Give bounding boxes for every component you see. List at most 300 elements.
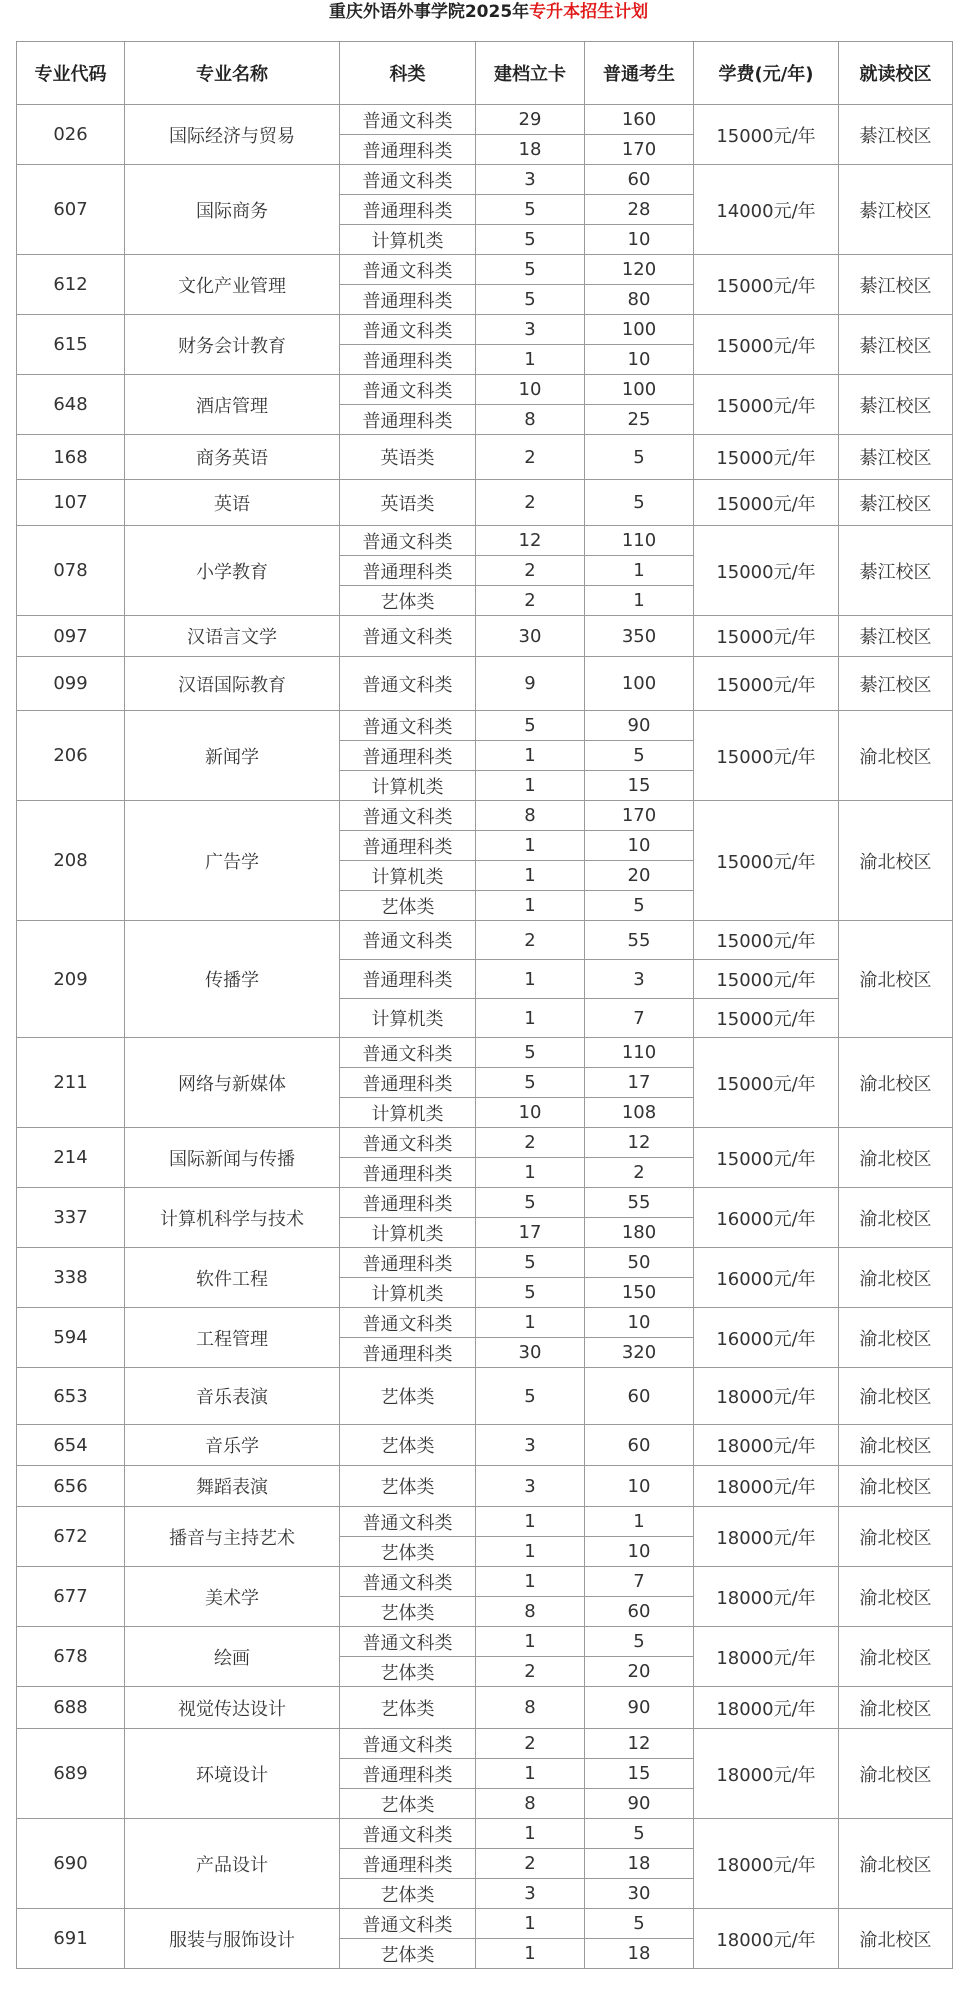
major-code: 678 [17,1627,125,1687]
major-name: 酒店管理 [125,375,340,435]
category-cell: 普通文科类 [340,375,476,405]
regular-count: 170 [585,801,694,831]
poverty-file-count: 5 [476,195,585,225]
regular-count: 350 [585,616,694,657]
category-cell: 普通理科类 [340,1158,476,1188]
category-cell: 普通文科类 [340,1567,476,1597]
regular-count: 10 [585,1537,694,1567]
major-name: 音乐学 [125,1425,340,1466]
regular-count: 30 [585,1879,694,1909]
table-row [17,1627,953,1657]
category-cell: 普通理科类 [340,1759,476,1789]
tuition-fee: 18000元/年 [694,1507,839,1567]
campus-cell: 渝北校区 [839,1308,953,1368]
campus-cell: 渝北校区 [839,1425,953,1466]
poverty-file-count: 5 [476,1248,585,1278]
campus-cell: 渝北校区 [839,1368,953,1425]
table-row [17,435,953,480]
major-code: 206 [17,711,125,801]
tuition-fee: 15000元/年 [694,801,839,921]
regular-count: 120 [585,255,694,285]
poverty-file-count: 8 [476,405,585,435]
regular-count: 1 [585,1507,694,1537]
major-name: 商务英语 [125,435,340,480]
category-cell: 计算机类 [340,1278,476,1308]
poverty-file-count: 3 [476,1425,585,1466]
table-row [17,1128,953,1158]
regular-count: 18 [585,1849,694,1879]
major-name: 绘画 [125,1627,340,1687]
table-row [17,1819,953,1849]
category-cell: 英语类 [340,480,476,526]
poverty-file-count: 1 [476,1308,585,1338]
tuition-fee: 15000元/年 [694,255,839,315]
category-cell: 艺体类 [340,1879,476,1909]
regular-count: 108 [585,1098,694,1128]
regular-count: 2 [585,1158,694,1188]
poverty-file-count: 5 [476,225,585,255]
regular-count: 20 [585,861,694,891]
tuition-fee: 15000元/年 [694,315,839,375]
regular-count: 1 [585,556,694,586]
poverty-file-count: 5 [476,711,585,741]
category-cell: 艺体类 [340,1687,476,1729]
regular-count: 20 [585,1657,694,1687]
category-cell: 普通文科类 [340,1308,476,1338]
poverty-file-count: 1 [476,1759,585,1789]
category-cell: 普通文科类 [340,165,476,195]
regular-count: 10 [585,1466,694,1507]
table-row [17,921,953,960]
header-campus: 就读校区 [839,42,953,105]
regular-count: 90 [585,1687,694,1729]
regular-count: 5 [585,1819,694,1849]
poverty-file-count: 2 [476,1729,585,1759]
category-cell: 普通文科类 [340,801,476,831]
category-cell: 普通理科类 [340,1849,476,1879]
poverty-file-count: 8 [476,1789,585,1819]
category-cell: 艺体类 [340,1939,476,1969]
major-code: 691 [17,1909,125,1969]
campus-cell: 綦江校区 [839,616,953,657]
regular-count: 7 [585,999,694,1038]
category-cell: 艺体类 [340,1425,476,1466]
poverty-file-count: 8 [476,1687,585,1729]
regular-count: 60 [585,1425,694,1466]
poverty-file-count: 2 [476,1657,585,1687]
poverty-file-count: 17 [476,1218,585,1248]
poverty-file-count: 5 [476,1068,585,1098]
table-row [17,255,953,285]
tuition-fee: 18000元/年 [694,1909,839,1969]
title-prefix: 重庆外语外事学院2025年 [328,2,530,22]
regular-count: 160 [585,105,694,135]
poverty-file-count: 1 [476,1567,585,1597]
major-code: 209 [17,921,125,1038]
campus-cell: 渝北校区 [839,1248,953,1308]
category-cell: 普通文科类 [340,711,476,741]
category-cell: 普通理科类 [340,135,476,165]
poverty-file-count: 1 [476,999,585,1038]
tuition-fee: 15000元/年 [694,960,839,999]
tuition-fee: 18000元/年 [694,1567,839,1627]
category-cell: 普通文科类 [340,1729,476,1759]
poverty-file-count: 2 [476,556,585,586]
major-code: 654 [17,1425,125,1466]
tuition-fee: 15000元/年 [694,616,839,657]
tuition-fee: 18000元/年 [694,1368,839,1425]
category-cell: 普通文科类 [340,1627,476,1657]
regular-count: 60 [585,165,694,195]
tuition-fee: 15000元/年 [694,480,839,526]
poverty-file-count: 1 [476,891,585,921]
poverty-file-count: 29 [476,105,585,135]
major-name: 文化产业管理 [125,255,340,315]
campus-cell: 渝北校区 [839,1567,953,1627]
regular-count: 60 [585,1597,694,1627]
major-name: 国际新闻与传播 [125,1128,340,1188]
major-name: 视觉传达设计 [125,1687,340,1729]
poverty-file-count: 3 [476,1466,585,1507]
tuition-fee: 18000元/年 [694,1729,839,1819]
category-cell: 普通文科类 [340,255,476,285]
poverty-file-count: 2 [476,435,585,480]
table-row [17,1567,953,1597]
table-row [17,1188,953,1218]
regular-count: 5 [585,741,694,771]
major-name: 环境设计 [125,1729,340,1819]
poverty-file-count: 2 [476,1128,585,1158]
poverty-file-count: 5 [476,1038,585,1068]
tuition-fee: 14000元/年 [694,165,839,255]
poverty-file-count: 1 [476,1909,585,1939]
regular-count: 100 [585,657,694,711]
tuition-fee: 18000元/年 [694,1687,839,1729]
major-name: 播音与主持艺术 [125,1507,340,1567]
poverty-file-count: 1 [476,771,585,801]
major-name: 产品设计 [125,1819,340,1909]
regular-count: 110 [585,526,694,556]
regular-count: 12 [585,1128,694,1158]
regular-count: 10 [585,831,694,861]
major-name: 音乐表演 [125,1368,340,1425]
major-code: 677 [17,1567,125,1627]
campus-cell: 渝北校区 [839,1466,953,1507]
poverty-file-count: 10 [476,1098,585,1128]
regular-count: 10 [585,345,694,375]
major-code: 026 [17,105,125,165]
category-cell: 计算机类 [340,999,476,1038]
header-poverty-file: 建档立卡 [476,42,585,105]
campus-cell: 渝北校区 [839,1819,953,1909]
tuition-fee: 15000元/年 [694,105,839,165]
category-cell: 普通理科类 [340,831,476,861]
regular-count: 5 [585,435,694,480]
major-code: 338 [17,1248,125,1308]
category-cell: 艺体类 [340,891,476,921]
regular-count: 150 [585,1278,694,1308]
regular-count: 3 [585,960,694,999]
table-row [17,1729,953,1759]
poverty-file-count: 3 [476,1879,585,1909]
regular-count: 18 [585,1939,694,1969]
regular-count: 100 [585,315,694,345]
campus-cell: 渝北校区 [839,1188,953,1248]
campus-cell: 綦江校区 [839,105,953,165]
major-code: 653 [17,1368,125,1425]
major-name: 新闻学 [125,711,340,801]
major-name: 美术学 [125,1567,340,1627]
table-row [17,1308,953,1338]
major-code: 690 [17,1819,125,1909]
poverty-file-count: 2 [476,586,585,616]
regular-count: 12 [585,1729,694,1759]
table-row [17,801,953,831]
major-name: 英语 [125,480,340,526]
enrollment-plan-table [16,41,953,1969]
campus-cell: 綦江校区 [839,657,953,711]
poverty-file-count: 5 [476,1368,585,1425]
major-code: 107 [17,480,125,526]
campus-cell: 綦江校区 [839,165,953,255]
major-name: 汉语国际教育 [125,657,340,711]
tuition-fee: 18000元/年 [694,1819,839,1909]
regular-count: 28 [585,195,694,225]
table-row [17,526,953,556]
major-code: 099 [17,657,125,711]
table-row [17,711,953,741]
major-code: 078 [17,526,125,616]
category-cell: 普通理科类 [340,741,476,771]
regular-count: 10 [585,225,694,255]
header-fee: 学费(元/年) [694,42,839,105]
table-row [17,165,953,195]
campus-cell: 渝北校区 [839,1687,953,1729]
poverty-file-count: 30 [476,1338,585,1368]
category-cell: 计算机类 [340,1098,476,1128]
page-title [0,0,977,26]
poverty-file-count: 18 [476,135,585,165]
regular-count: 5 [585,1909,694,1939]
major-name: 计算机科学与技术 [125,1188,340,1248]
campus-cell: 綦江校区 [839,435,953,480]
poverty-file-count: 8 [476,1597,585,1627]
poverty-file-count: 1 [476,1819,585,1849]
category-cell: 计算机类 [340,861,476,891]
category-cell: 普通文科类 [340,921,476,960]
poverty-file-count: 5 [476,1188,585,1218]
regular-count: 180 [585,1218,694,1248]
campus-cell: 綦江校区 [839,375,953,435]
tuition-fee: 18000元/年 [694,1425,839,1466]
header-regular: 普通考生 [585,42,694,105]
poverty-file-count: 3 [476,315,585,345]
regular-count: 60 [585,1368,694,1425]
poverty-file-count: 1 [476,1158,585,1188]
major-code: 607 [17,165,125,255]
regular-count: 55 [585,1188,694,1218]
tuition-fee: 15000元/年 [694,526,839,616]
regular-count: 5 [585,1627,694,1657]
major-name: 软件工程 [125,1248,340,1308]
campus-cell: 渝北校区 [839,801,953,921]
regular-count: 25 [585,405,694,435]
campus-cell: 綦江校区 [839,480,953,526]
category-cell: 艺体类 [340,1657,476,1687]
major-code: 612 [17,255,125,315]
major-code: 337 [17,1188,125,1248]
regular-count: 320 [585,1338,694,1368]
poverty-file-count: 5 [476,1278,585,1308]
header-code: 专业代码 [17,42,125,105]
category-cell: 普通理科类 [340,285,476,315]
poverty-file-count: 5 [476,285,585,315]
major-code: 648 [17,375,125,435]
campus-cell: 渝北校区 [839,1128,953,1188]
title-highlight: 专升本招生计划 [529,2,649,22]
category-cell: 普通理科类 [340,195,476,225]
category-cell: 计算机类 [340,771,476,801]
category-cell: 普通理科类 [340,345,476,375]
poverty-file-count: 1 [476,960,585,999]
poverty-file-count: 12 [476,526,585,556]
category-cell: 艺体类 [340,1466,476,1507]
header-name: 专业名称 [125,42,340,105]
table-row [17,1507,953,1537]
table-row [17,1248,953,1278]
header-category: 科类 [340,42,476,105]
category-cell: 普通文科类 [340,657,476,711]
tuition-fee: 18000元/年 [694,1466,839,1507]
tuition-fee: 15000元/年 [694,711,839,801]
major-code: 615 [17,315,125,375]
category-cell: 普通文科类 [340,105,476,135]
category-cell: 艺体类 [340,1368,476,1425]
poverty-file-count: 1 [476,861,585,891]
category-cell: 普通理科类 [340,1188,476,1218]
poverty-file-count: 9 [476,657,585,711]
campus-cell: 渝北校区 [839,1507,953,1567]
major-name: 国际经济与贸易 [125,105,340,165]
regular-count: 7 [585,1567,694,1597]
regular-count: 1 [585,586,694,616]
category-cell: 普通文科类 [340,616,476,657]
major-code: 208 [17,801,125,921]
major-code: 656 [17,1466,125,1507]
regular-count: 55 [585,921,694,960]
category-cell: 艺体类 [340,1789,476,1819]
category-cell: 艺体类 [340,586,476,616]
category-cell: 普通文科类 [340,526,476,556]
campus-cell: 渝北校区 [839,1038,953,1128]
regular-count: 90 [585,1789,694,1819]
category-cell: 普通文科类 [340,1128,476,1158]
tuition-fee: 15000元/年 [694,657,839,711]
campus-cell: 綦江校区 [839,526,953,616]
category-cell: 普通理科类 [340,405,476,435]
campus-cell: 渝北校区 [839,1729,953,1819]
table-row [17,105,953,135]
major-name: 舞蹈表演 [125,1466,340,1507]
header-row [17,42,953,105]
regular-count: 80 [585,285,694,315]
category-cell: 计算机类 [340,1218,476,1248]
category-cell: 普通理科类 [340,1248,476,1278]
major-code: 168 [17,435,125,480]
category-cell: 普通文科类 [340,1909,476,1939]
regular-count: 15 [585,771,694,801]
major-code: 672 [17,1507,125,1567]
major-name: 广告学 [125,801,340,921]
poverty-file-count: 30 [476,616,585,657]
table-row [17,616,953,657]
major-name: 小学教育 [125,526,340,616]
poverty-file-count: 1 [476,1939,585,1969]
regular-count: 17 [585,1068,694,1098]
regular-count: 5 [585,480,694,526]
table-row [17,1038,953,1068]
campus-cell: 渝北校区 [839,921,953,1038]
category-cell: 普通理科类 [340,1068,476,1098]
poverty-file-count: 3 [476,165,585,195]
tuition-fee: 16000元/年 [694,1308,839,1368]
major-name: 工程管理 [125,1308,340,1368]
category-cell: 艺体类 [340,1537,476,1567]
poverty-file-count: 2 [476,480,585,526]
major-name: 网络与新媒体 [125,1038,340,1128]
poverty-file-count: 1 [476,831,585,861]
poverty-file-count: 1 [476,1507,585,1537]
poverty-file-count: 5 [476,255,585,285]
regular-count: 15 [585,1759,694,1789]
regular-count: 50 [585,1248,694,1278]
major-name: 国际商务 [125,165,340,255]
campus-cell: 渝北校区 [839,711,953,801]
table-row [17,1425,953,1466]
table-row [17,480,953,526]
tuition-fee: 16000元/年 [694,1188,839,1248]
campus-cell: 綦江校区 [839,315,953,375]
major-code: 214 [17,1128,125,1188]
poverty-file-count: 2 [476,921,585,960]
tuition-fee: 15000元/年 [694,375,839,435]
tuition-fee: 15000元/年 [694,1128,839,1188]
poverty-file-count: 1 [476,345,585,375]
table-row [17,375,953,405]
regular-count: 5 [585,891,694,921]
major-name: 汉语言文学 [125,616,340,657]
category-cell: 艺体类 [340,1597,476,1627]
poverty-file-count: 1 [476,1537,585,1567]
regular-count: 110 [585,1038,694,1068]
category-cell: 普通理科类 [340,960,476,999]
tuition-fee: 18000元/年 [694,1627,839,1687]
category-cell: 英语类 [340,435,476,480]
major-name: 服装与服饰设计 [125,1909,340,1969]
tuition-fee: 15000元/年 [694,999,839,1038]
category-cell: 普通理科类 [340,556,476,586]
tuition-fee: 15000元/年 [694,435,839,480]
table-row [17,315,953,345]
table-row [17,1909,953,1939]
tuition-fee: 15000元/年 [694,921,839,960]
major-code: 097 [17,616,125,657]
category-cell: 普通理科类 [340,1338,476,1368]
category-cell: 普通文科类 [340,1038,476,1068]
category-cell: 普通文科类 [340,1819,476,1849]
major-code: 594 [17,1308,125,1368]
major-name: 传播学 [125,921,340,1038]
